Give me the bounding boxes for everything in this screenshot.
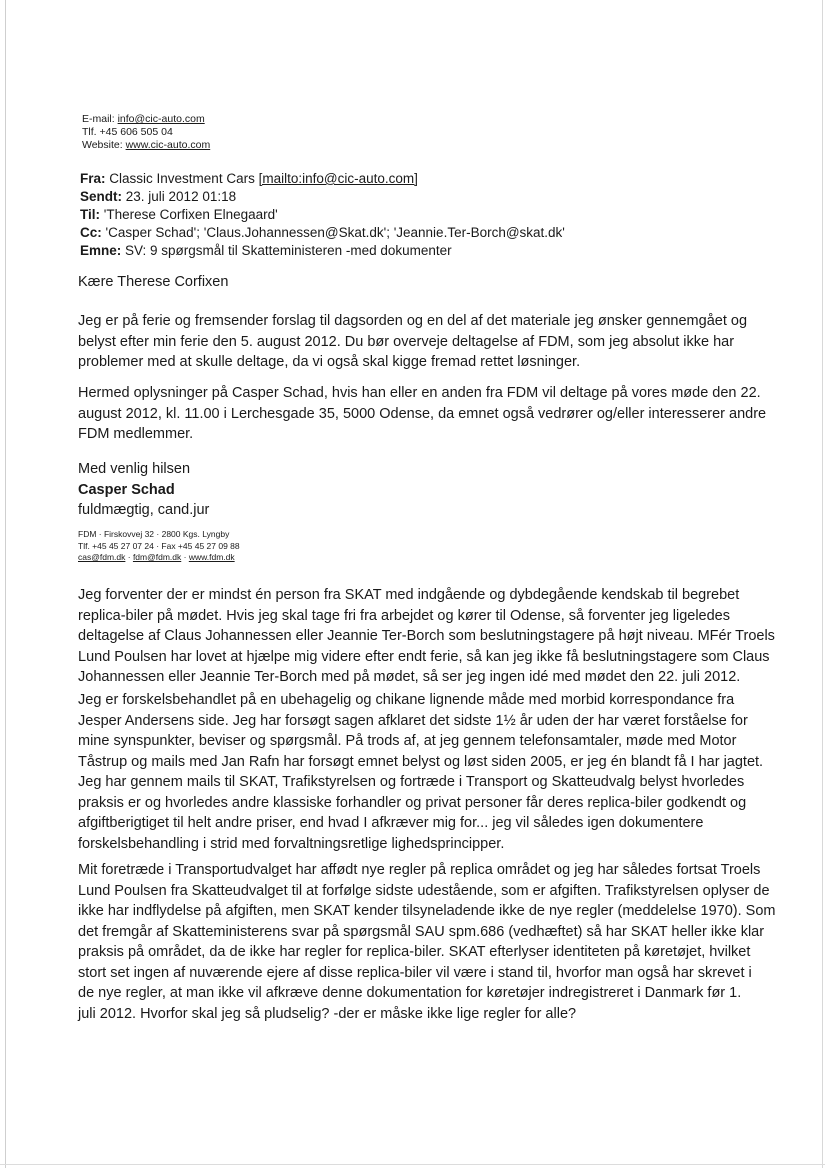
contact-website-link[interactable]: www.cic-auto.com — [125, 139, 211, 151]
signature-name: Casper Schad — [78, 481, 175, 498]
contact-website-line — [82, 139, 210, 152]
paragraph-4 — [78, 690, 798, 854]
email-sent-line — [80, 188, 565, 206]
paragraph-line: Jeg forventer der er mindst én person fra SKAT med indgående og dybdegående kendskab til begrebet — [78, 587, 740, 603]
scan-edge-left — [5, 0, 6, 1168]
paragraph-line: mine synspunkter, beviser og spørgsmål. På trods af, at jeg gennem telefonsamtaler, møde med Motor — [78, 733, 737, 749]
paragraph-line: Mit foretræde i Transportudvalget har affødt nye regler på replica området og jeg har således fortsat Troels — [78, 862, 761, 878]
fdm-email1-link[interactable]: cas@fdm.dk — [78, 552, 126, 562]
paragraph-line: Lund Poulsen fra Skatteudvalget til at forfølge sidste udestående, som er afgiften. Trafikstyrelsen oplyser de — [78, 882, 770, 899]
fdm-address: FDM · Firskovvej 32 · 2800 Kgs. Lyngby — [78, 529, 230, 539]
from-name: Classic Investment Cars — [109, 171, 255, 186]
paragraph-line: Hermed oplysninger på Casper Schad, hvis han eller en anden fra FDM vil deltage på vores møde den 22. — [78, 385, 761, 401]
signature-regards: Med venlig hilsen — [78, 461, 191, 477]
paragraph-line: Johannessen eller Jeannie Ter-Borch med på mødet, så ser jeg ingen idé med mødet den 22. juli 2012. — [78, 669, 741, 685]
paragraph-line: det fremgår af Skatteministerens svar på spørgsmål SAU spm.686 (vedhæftet) så har SKAT heller ikke klar — [78, 923, 765, 940]
paragraph-5 — [78, 860, 823, 1024]
signature-title: fuldmægtig, cand.jur — [78, 502, 210, 518]
paragraph-line: problemer med at skulle deltage, da vi også skal kigge fremad rettet løsninger. — [78, 354, 581, 370]
paragraph-line: juli 2012. Hvorfor skal jeg så pludselig? -der er måske ikke lige regler for alle? — [78, 1005, 577, 1022]
paragraph-line: ikke har indflydelse på afgiften, men SKAT kender tilsyneladende ikke de nye regler (meddelelse 1970). Som — [78, 903, 776, 919]
paragraph-2 — [78, 383, 767, 445]
cc-value: 'Casper Schad'; 'Claus.Johannessen@Skat.dk'; 'Jeannie.Ter-Borch@skat.dk' — [105, 225, 565, 240]
to-value: 'Therese Corfixen Elnegaard' — [103, 207, 278, 222]
fdm-contact-block — [78, 529, 240, 564]
from-label: Fra: — [80, 171, 106, 186]
paragraph-line: stort set ingen af nuværende ejere af disse replica-biler vil være i stand til, hvorfor man også har skrevet i — [78, 964, 752, 981]
paragraph-line: belyst efter min ferie den 5. august 2012. Du bør overveje deltagelse af FDM, som jeg absolut ikke har — [78, 333, 735, 350]
greeting — [78, 272, 758, 293]
paragraph-line: FDM medlemmer. — [78, 426, 194, 442]
paragraph-line: de nye regler, at man ikke vil afkræve denne dokumentation for køretøjer indregistreret i Danmark før 1. — [78, 985, 742, 1001]
email-header — [80, 170, 565, 260]
paragraph-line: replica-biler på mødet. Hvis jeg skal tage fri fra arbejdet og kører til Odense, så forventer jeg ligeledes — [78, 607, 730, 624]
contact-email-label: E-mail: — [82, 113, 115, 125]
from-mailto-link[interactable]: [mailto:info@cic-auto.com] — [258, 171, 418, 186]
paragraph-line: praksis på området, da de ikke har regler for replica-biler. SKAT efterlyser identiteten på køretøjet, hvilket — [78, 944, 751, 960]
subject-value: SV: 9 spørgsmål til Skatteministeren -med dokumenter — [125, 243, 452, 258]
paragraph-line: praksis er og hvorledes andre klassiske forhandler og privat personer får deres replica-biler godkendt og — [78, 794, 747, 811]
fdm-website-link[interactable]: www.fdm.dk — [188, 552, 235, 562]
paragraph-line: afgiftberigtiget til helt andre priser, end hvad I afkræver mig for... jeg vil således igen dokumentere — [78, 815, 704, 831]
paragraph-1 — [78, 311, 758, 373]
subject-label: Emne: — [80, 243, 122, 258]
fdm-links-line: cas@fdm.dk · fdm@fdm.dk · www.fdm.dk — [78, 552, 235, 562]
sent-value: 23. juli 2012 01:18 — [125, 189, 237, 204]
contact-website-label: Website: — [82, 139, 123, 151]
paragraph-line: Tåstrup og mails med Jan Rafn har forsøgt emnet belyst og løst siden 2005, er jeg én blandt få I har jagtet. — [78, 753, 764, 770]
email-subject-line — [80, 242, 565, 260]
signature-block — [78, 459, 758, 521]
greeting-line: Kære Therese Corfixen — [78, 274, 229, 290]
to-label: Til: — [80, 207, 100, 222]
paragraph-line: Jesper Andersens side. Jeg har forsøgt sagen afklaret det sidste 1½ år uden der har været forståelse for — [78, 712, 748, 729]
paragraph-line: deltagelse af Claus Johannessen eller Jeannie Ter-Borch som beslutningstagere på højt niveau. MFér Troels — [78, 628, 775, 644]
paragraph-line: Jeg har gennem mails til SKAT, Trafikstyrelsen og fortræde i Transport og Skatteudvalg belyst hvorledes — [78, 774, 745, 790]
paragraph-line: forskelsbehandling i strid med forvaltningsretlige lighedsprincipper. — [78, 835, 505, 852]
email-from-line — [80, 170, 565, 188]
fdm-phone: Tlf. +45 45 27 07 24 · Fax +45 45 27 09 88 — [78, 540, 240, 551]
contact-email-link[interactable]: info@cic-auto.com — [117, 113, 205, 125]
contact-email-line — [82, 113, 210, 126]
fdm-email2-link[interactable]: fdm@fdm.dk — [132, 552, 182, 562]
cc-label: Cc: — [80, 225, 102, 240]
email-cc-line — [80, 224, 565, 242]
contact-phone: Tlf. +45 606 505 04 — [82, 126, 173, 138]
paragraph-line: Jeg er forskelsbehandlet på en ubehagelig og chikane lignende måde med morbid korrespondance fra — [78, 692, 735, 708]
contact-block — [82, 113, 210, 152]
scan-edge-bottom — [0, 1164, 825, 1165]
email-to-line — [80, 206, 565, 224]
paragraph-3 — [78, 585, 798, 688]
paragraph-line: Jeg er på ferie og fremsender forslag til dagsorden og en del af det materiale jeg ønsker gennemgået og — [78, 313, 748, 329]
paragraph-line: august 2012, kl. 11.00 i Lerchesgade 35, 5000 Odense, da emnet også vedrører og/eller interesserer andre — [78, 405, 767, 422]
sent-label: Sendt: — [80, 189, 122, 204]
paragraph-line: Lund Poulsen har lovet at hjælpe mig videre efter endt ferie, så kan jeg ikke få beslutningstagere som Claus — [78, 648, 770, 665]
